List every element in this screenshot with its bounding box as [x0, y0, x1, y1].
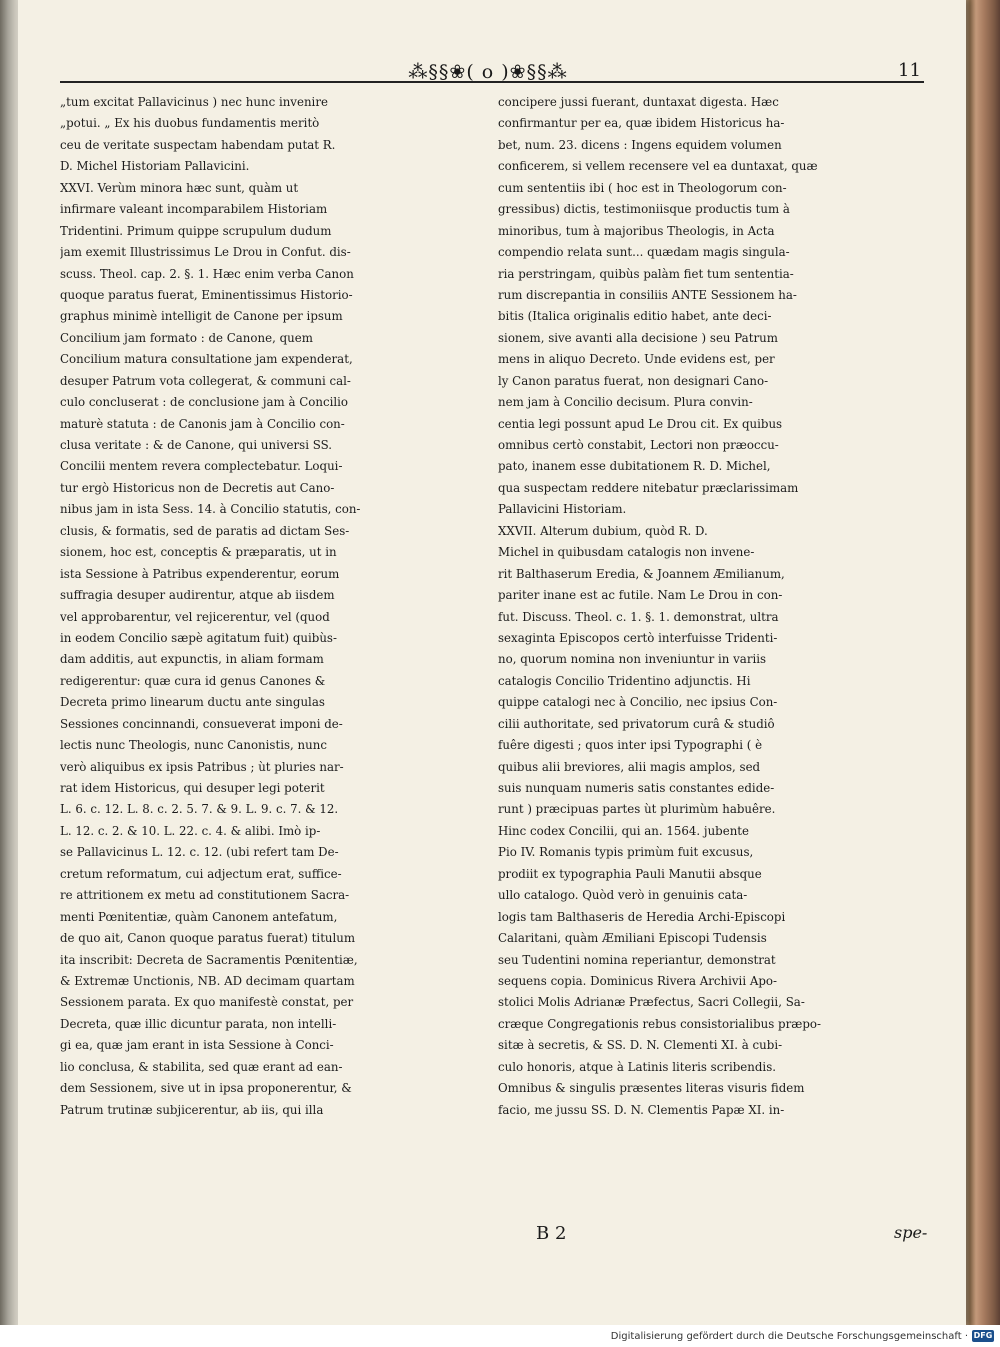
text-line: centia legi possunt apud Le Drou cit. Ex quibus: [498, 416, 783, 431]
text-line: seu Tudentini nomina reperiantur, demonstrat: [498, 952, 776, 967]
text-line: sionem, sive avanti alla decisione ) seu Patrum: [498, 330, 778, 345]
text-line: Michel in quibusdam catalogis non invene-: [498, 545, 755, 560]
text-line: ceu de veritate suspectam habendam putat R.: [60, 137, 336, 152]
text-line: mens in aliquo Decreto. Unde evidens est, per: [498, 352, 775, 367]
book-page-edges: [962, 0, 1000, 1325]
text-line: quibus alii breviores, alii magis amplos, sed: [498, 759, 761, 774]
text-line: XXVI. Verùm minora hæc sunt, quàm ut: [60, 180, 299, 195]
signature-mark: B 2: [536, 1223, 567, 1244]
text-line: quoque paratus fuerat, Eminentissimus Historio-: [60, 287, 353, 302]
text-line: verò aliquibus ex ipsis Patribus ; ùt pluries nar-: [60, 759, 344, 774]
text-line: sionem, hoc est, conceptis & præparatis, ut in: [60, 545, 337, 560]
text-line: confirmantur per ea, quæ ibidem Historicus ha-: [498, 116, 785, 131]
text-line: infirmare valeant incomparabilem Historiam: [60, 202, 328, 217]
text-line: Concilii mentem revera complectebatur. Loqui-: [60, 459, 343, 474]
text-line: conficerem, si vellem recensere vel ea duntaxat, quæ: [498, 159, 818, 174]
text-line: re attritionem ex metu ad constitutionem Sacra-: [60, 888, 350, 903]
text-line: clusis, & formatis, sed de paratis ad dictam Ses-: [60, 523, 350, 538]
text-line: sitæ à secretis, & SS. D. N. Clementi XI. à cubi-: [498, 1038, 783, 1053]
text-line: quippe catalogi nec à Concilio, nec ipsius Con-: [498, 695, 778, 710]
header-rule: [60, 81, 924, 83]
text-line: „potui. „ Ex his duobus fundamentis meritò: [60, 116, 320, 131]
text-line: suffragia desuper audirentur, atque ab iisdem: [60, 588, 335, 603]
text-line: ria perstringam, quibùs palàm fiet tum sententia-: [498, 266, 794, 281]
text-line: lio conclusa, & stabilita, sed quæ erant ad ean-: [60, 1059, 343, 1074]
text-line: graphus minimè intelligit de Canone per ipsum: [60, 309, 343, 324]
text-line: suis nunquam numeris satis constantes edide-: [498, 781, 775, 795]
text-line: stolici Molis Adrianæ Præfectus, Sacri Collegii, Sa-: [498, 995, 805, 1010]
text-line: sexaginta Episcopos certò interfuisse Tridenti-: [498, 630, 778, 645]
text-line: prodiit ex typographia Pauli Manutii absque: [498, 866, 762, 881]
footer-credit: Digitalisierung gefördert durch die Deutsche Forschungsgemeinschaft ·: [610, 1331, 968, 1342]
text-line: desuper Patrum vota collegerat, & communi cal-: [60, 373, 351, 388]
text-line: qua suspectam reddere nitebatur præclarissimam: [498, 480, 799, 495]
text-line: & Extremæ Unctionis, NB. AD decimam quartam: [60, 973, 355, 988]
text-line: de quo ait, Canon quoque paratus fuerat) titulum: [60, 931, 356, 946]
text-line: Decreta primo linearum ductu ante singulas: [60, 695, 325, 710]
text-line: runt ) præcipuas partes ùt plurimùm habuêre.: [498, 802, 776, 817]
header-ornament: ⁂§§❀( o )❀§§⁂: [408, 61, 568, 83]
text-line: facio, me jussu SS. D. N. Clementis Papæ XI. in-: [498, 1102, 785, 1117]
text-line: gi ea, quæ jam erant in ista Sessione à Conci-: [60, 1038, 334, 1053]
text-line: culo concluserat : de conclusione jam à Concilio: [60, 395, 349, 410]
text-line: nem jam à Concilio decisum. Plura convin-: [498, 395, 753, 410]
text-line: cretum reformatum, cui adjectum erat, suffice-: [60, 866, 342, 881]
text-line: tur ergò Historicus non de Decretis aut Cano-: [60, 480, 335, 495]
catchword: spe-: [894, 1223, 928, 1242]
text-line: maturè statuta : de Canonis jam à Concilio con-: [60, 416, 345, 431]
text-line: redigerentur: quæ cura id genus Canones &: [60, 673, 326, 688]
text-line: Concilium matura consultatione jam expenderat,: [60, 352, 353, 367]
text-line: Sessionem parata. Ex quo manifestè constat, per: [60, 995, 354, 1010]
text-line: L. 12. c. 2. & 10. L. 22. c. 4. & alibi. Imò ip-: [60, 823, 321, 838]
text-line: Calaritani, quàm Æmiliani Episcopi Tudensis: [498, 931, 767, 946]
text-line: rit Balthaserum Eredia, & Joannem Æmilianum,: [498, 566, 785, 581]
text-line: sequens copia. Dominicus Rivera Archivii Apo-: [498, 973, 778, 988]
text-line: Concilium jam formato : de Canone, quem: [60, 330, 313, 345]
text-line: bitis (Italica originalis editio habet, ante deci-: [498, 309, 772, 324]
text-line: vel approbarentur, vel rejicerentur, vel (quod: [60, 609, 330, 624]
dfg-logo: DFG: [973, 1331, 993, 1340]
text-line: nibus jam in ista Sess. 14. à Concilio statutis, con-: [60, 502, 361, 517]
text-line: catalogis Concilio Tridentino adjunctis. Hi: [498, 673, 751, 688]
page-number: 11: [898, 60, 921, 81]
text-line: ista Sessione à Patribus expenderentur, eorum: [60, 566, 340, 581]
text-line: concipere jussi fuerant, duntaxat digesta. Hæc: [498, 95, 779, 109]
text-line: bet, num. 23. dicens : Ingens equidem volumen: [498, 137, 782, 152]
text-line: rat idem Historicus, qui desuper legi poterit: [60, 781, 325, 795]
text-line: ullo catalogo. Quòd verò in genuinis cata-: [498, 888, 748, 903]
text-line: scuss. Theol. cap. 2. §. 1. Hæc enim verba Canon: [60, 266, 354, 281]
text-line: clusa veritate : & de Canone, qui universi SS.: [60, 438, 333, 452]
text-line: gressibus) dictis, testimoniisque productis tum à: [498, 202, 790, 217]
text-line: dam additis, aut expunctis, in aliam formam: [60, 652, 324, 667]
text-line: logis tam Balthaseris de Heredia Archi-Episcopi: [498, 909, 786, 924]
text-line: D. Michel Historiam Pallavicini.: [60, 159, 250, 174]
text-line: Decreta, quæ illic dicuntur parata, non intelli-: [60, 1016, 337, 1031]
text-line: omnibus certò constabit, Lectori non præoccu-: [498, 438, 779, 452]
text-line: Sessiones concinnandi, consueverat imponi de-: [60, 716, 343, 731]
text-line: Omnibus & singulis præsentes literas visuris fidem: [498, 1081, 805, 1096]
text-line: pariter inane est ac futile. Nam Le Drou in con-: [498, 588, 783, 603]
text-line: cilii authoritate, sed privatorum curâ & studiô: [498, 716, 775, 731]
left-text-column: [60, 92, 480, 1121]
text-line: ita inscribit: Decreta de Sacramentis Pœnitentiæ,: [60, 952, 358, 967]
right-text-column: [498, 92, 918, 1121]
text-line: Hinc codex Concilii, qui an. 1564. jubente: [498, 823, 750, 838]
text-line: culo honoris, atque à Latinis literis scribendis.: [498, 1059, 777, 1074]
text-line: menti Pœnitentiæ, quàm Canonem antefatum,: [60, 909, 338, 924]
text-line: fut. Discuss. Theol. c. 1. §. 1. demonstrat, ultra: [498, 609, 779, 624]
text-line: se Pallavicinus L. 12. c. 12. (ubi refert tam De-: [60, 845, 339, 860]
text-line: XXVII. Alterum dubium, quòd R. D.: [498, 523, 708, 538]
text-line: cum sententiis ibi ( hoc est in Theologorum con-: [498, 180, 787, 195]
text-line: ly Canon paratus fuerat, non designari Cano-: [498, 373, 769, 388]
text-line: Pallavicini Historiam.: [498, 502, 627, 517]
text-line: lectis nunc Theologis, nunc Canonistis, nunc: [60, 738, 327, 753]
text-line: pato, inanem esse dubitationem R. D. Michel,: [498, 459, 771, 474]
text-line: Pio IV. Romanis typis primùm fuit excusus,: [498, 845, 754, 860]
text-line: „tum excitat Pallavicinus ) nec hunc invenire: [60, 95, 328, 109]
text-line: rum discrepantia in consiliis ANTE Sessionem ha-: [498, 287, 797, 302]
text-line: L. 6. c. 12. L. 8. c. 2. 5. 7. & 9. L. 9. c. 7. & 12.: [60, 802, 339, 817]
text-line: compendio relata sunt... quædam magis singula-: [498, 245, 790, 260]
text-line: Patrum trutinæ subjicerentur, ab iis, qui illa: [60, 1102, 324, 1117]
text-line: minoribus, tum à majoribus Theologis, in Acta: [498, 223, 775, 238]
text-line: Tridentini. Primum quippe scrupulum dudum: [60, 223, 332, 238]
text-line: fuêre digesti ; quos inter ipsi Typographi ( è: [498, 738, 763, 753]
text-line: in eodem Concilio sæpè agitatum fuit) quibùs-: [60, 630, 337, 645]
text-line: cræque Congregationis rebus consistorialibus præpo-: [498, 1016, 821, 1031]
text-line: no, quorum nomina non inveniuntur in variis: [498, 652, 767, 667]
text-line: dem Sessionem, sive ut in ipsa proponerentur, &: [60, 1081, 352, 1096]
text-line: jam exemit Illustrissimus Le Drou in Confut. dis-: [60, 245, 351, 260]
